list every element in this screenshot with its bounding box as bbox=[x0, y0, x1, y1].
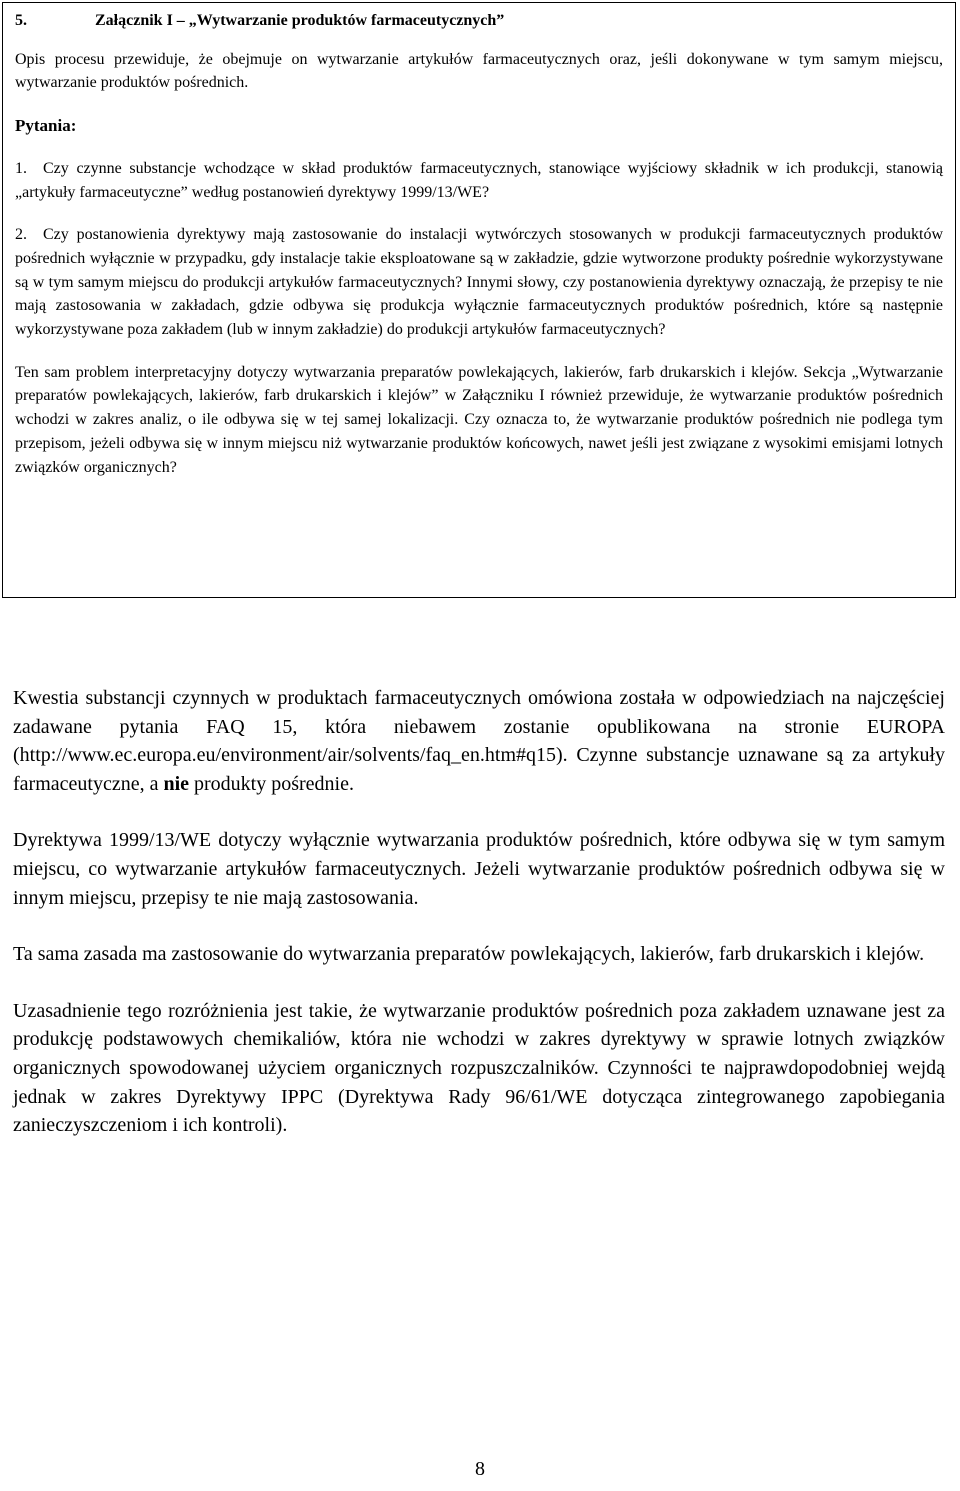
section-number: 5. bbox=[15, 12, 27, 29]
answer-bold-word: nie bbox=[163, 772, 190, 795]
question-1-number: 1. bbox=[15, 159, 27, 177]
section-title bbox=[15, 9, 943, 33]
question-2-text: Czy postanowienia dyrektywy mają zastosowanie do instalacji wytwórczych stosowanych w produkcji farmaceutycznych produktów pośrednich wyłącznie w przypadku, gdy instalacje takie eksploatowane są w zakładzie, gdzie wytworzone produkty pośrednie wykorzystywane są w tym samym miejscu do produkcji artykułów farmaceutycznych? Innymi słowy, czy postanowienia dyrektywy oznaczają, że przepisy te nie mają zastosowania w zakładach, gdzie odbywa się produkcja wyłącznie farmaceutycznych produktów pośrednich, które są następnie wykorzystywane poza zakładem (lub w innym zakładzie) do produkcji artykułów farmaceutycznych? bbox=[15, 226, 943, 339]
questions-heading: Pytania: bbox=[15, 116, 77, 136]
section-title-text: Załącznik I – „Wytwarzanie produktów farmaceutycznych” bbox=[95, 12, 505, 29]
question-box bbox=[2, 2, 956, 598]
related-issue: Ten sam problem interpretacyjny dotyczy wytwarzania preparatów powlekających, lakierów, farb drukarskich i klejów. Sekcja „Wytwarzanie preparatów powlekających, lakierów, farb drukarskich i klejów” w Załączniku I również przewiduje, że wytwarzanie produktów pośrednich wchodzi w zakres analiz, o ile odbywa się w tej samej lokalizacji. Czy oznacza to, że wytwarzanie produktów pośrednich nie podlega tym przepisom, jeżeli odbywa się w innym miejscu niż wytwarzanie produktów końcowych, nawet jeśli jest związane z wysokimi emisjami lotnych związków organicznych? bbox=[15, 363, 943, 476]
answer-paragraph-1-end: produkty pośrednie. bbox=[189, 772, 354, 795]
question-1 bbox=[15, 157, 943, 204]
question-2 bbox=[15, 223, 943, 342]
answer-paragraph-2: Dyrektywa 1999/13/WE dotyczy wyłącznie wytwarzania produktów pośrednich, które odbywa się w tym samym miejscu, co wytwarzanie artykułów farmaceutycznych. Jeżeli wytwarzanie produktów pośrednich odbywa się w innym miejscu, przepisy te nie mają zastosowania. bbox=[13, 829, 945, 909]
answer-paragraph-1-text: Kwestia substancji czynnych w produktach farmaceutycznych omówiona została w odpowiedziach na najczęściej zadawane pytania FAQ 15, która niebawem zostanie opublikowana na stronie EUROPA (http://www.ec.europa.eu/environment/air/solvents/faq_en.htm#q15). Czynne substancje uznawane są za artykuły farmaceutyczne, a bbox=[13, 687, 945, 795]
answer-paragraph-3: Ta sama zasada ma zastosowanie do wytwarzania preparatów powlekających, lakierów, farb drukarskich i klejów. bbox=[13, 943, 925, 966]
page-number: 8 bbox=[475, 1458, 485, 1480]
answer-paragraph-1 bbox=[13, 684, 945, 798]
question-2-number: 2. bbox=[15, 226, 27, 244]
answer-paragraph-4: Uzasadnienie tego rozróżnienia jest takie, że wytwarzanie produktów pośrednich poza zakładem uznawane jest za produkcję podstawowych chemikaliów, która nie wchodzi w zakres dyrektywy w sprawie lotnych związków organicznych spowodowanej użyciem organicznych rozpuszczalników. Czynności te najprawdopodobniej wejdą jednak w zakres Dyrektywy IPPC (Dyrektywa Rady 96/61/WE dotycząca zintegrowanego zapobiegania zanieczyszczeniom i ich kontroli). bbox=[13, 999, 945, 1137]
section-intro: Opis procesu przewiduje, że obejmuje on wytwarzanie artykułów farmaceutycznych oraz, jeśli dokonywane w tym samym miejscu, wytwarzanie produktów pośrednich. bbox=[15, 50, 943, 92]
question-1-text: Czy czynne substancje wchodzące w skład produktów farmaceutycznych, stanowiące wyjściowy składnik w ich produkcji, stanowią „artykuły farmaceutyczne” według postanowień dyrektywy 1999/13/WE? bbox=[15, 159, 943, 201]
answer-section bbox=[13, 684, 945, 1168]
